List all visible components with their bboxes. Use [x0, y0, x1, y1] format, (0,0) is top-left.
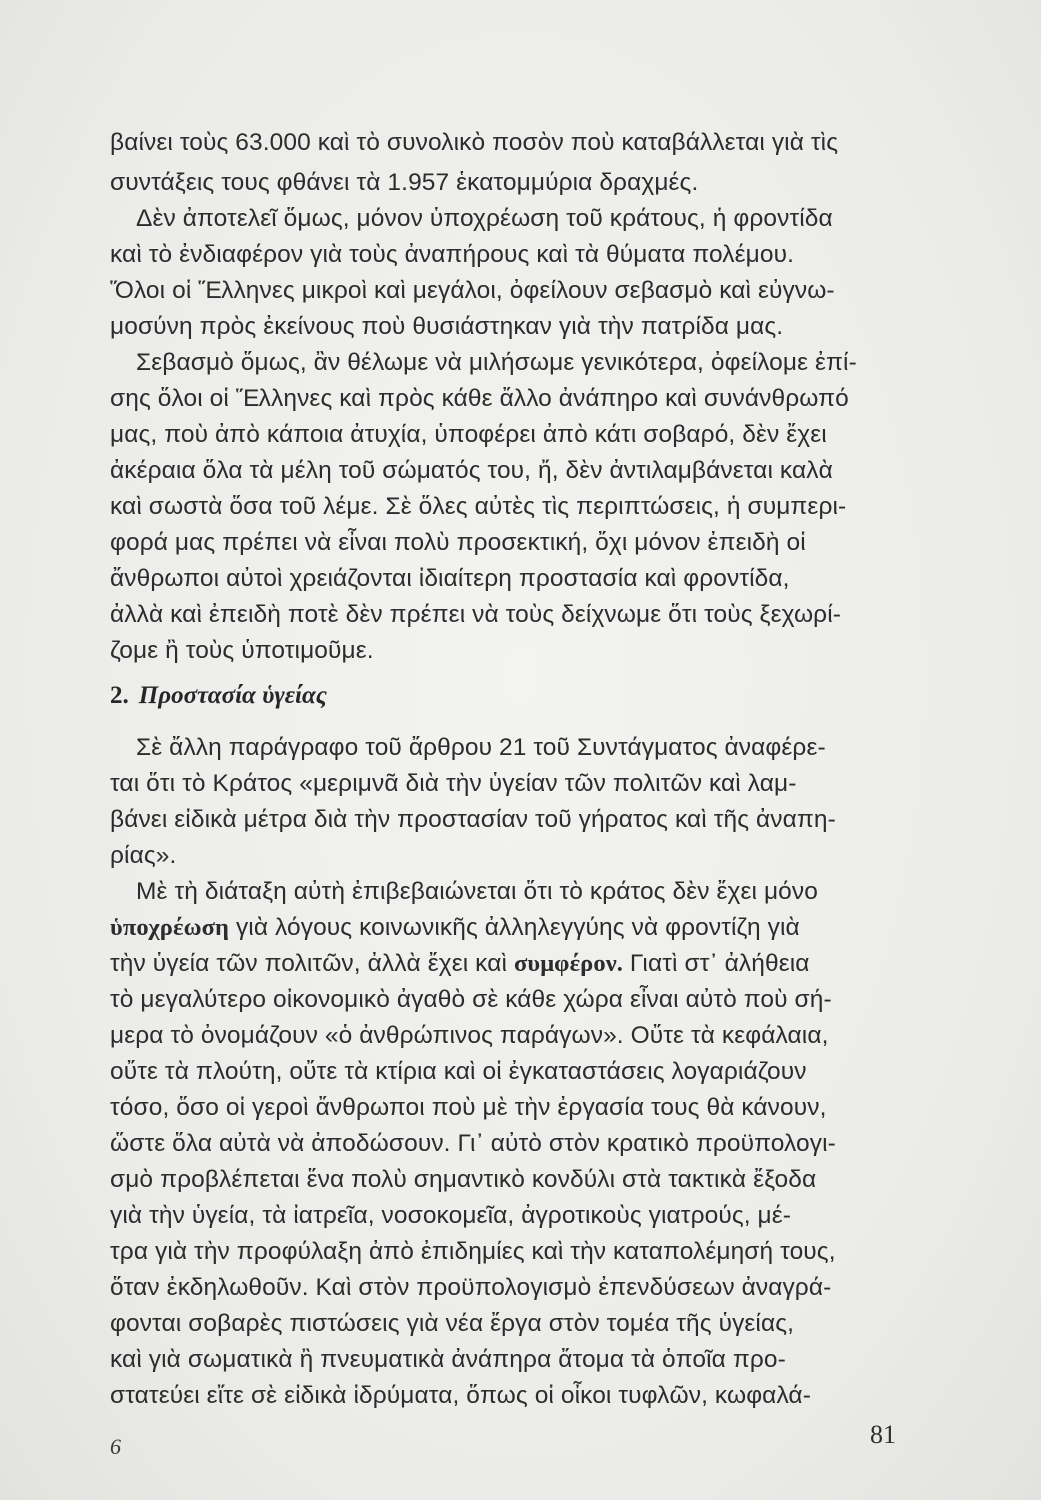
text-line: τὸ μεγαλύτερο οἰκονομικὸ ἀγαθὸ σὲ κάθε χώρα εἶναι αὐτὸ ποὺ σή-	[110, 986, 832, 1013]
text-line: οὔτε τὰ πλούτη, οὔτε τὰ κτίρια καὶ οἱ ἐγκαταστάσεις λογαριάζουν	[110, 1058, 807, 1085]
text-line: ἄνθρωποι αὐτοὶ χρειάζονται ἰδιαίτερη προστασία καὶ φροντίδα,	[110, 565, 790, 592]
text-line: Μὲ τὴ διάταξη αὐτὴ ἐπιβεβαιώνεται ὅτι τὸ κράτος δὲν ἔχει μόνο	[136, 878, 818, 905]
text-line: γιὰ τὴν ὑγεία, τὰ ἰατρεῖα, νοσοκομεῖα, ἀγροτικοὺς γιατρούς, μέ-	[110, 1202, 792, 1229]
text-fragment: τὴν ὑγεία τῶν πολιτῶν, ἀλλὰ ἔχει καὶ	[110, 950, 514, 977]
text-line: φορά μας πρέπει νὰ εἶναι πολὺ προσεκτική, ὄχι μόνον ἐπειδὴ οἱ	[110, 529, 806, 556]
text-line-emphasis	[110, 949, 810, 979]
text-line: καὶ σωστὰ ὅσα τοῦ λέμε. Σὲ ὅλες αὐτὲς τὶς περιπτώσεις, ἡ συμπερι-	[110, 493, 847, 520]
text-line: Δὲν ἀποτελεῖ ὅμως, μόνον ὑποχρέωση τοῦ κράτους, ἡ φροντίδα	[136, 205, 833, 232]
section-title: Προστασία ὑγείας	[138, 682, 327, 709]
text-line: σης ὅλοι οἱ Ἕλληνες καὶ πρὸς κάθε ἄλλο ἀνάπηρο καὶ συνάνθρωπό	[110, 385, 849, 412]
text-line: σμὸ προβλέπεται ἕνα πολὺ σημαντικὸ κονδύλι στὰ τακτικὰ ἔξοδα	[110, 1166, 817, 1193]
page-number: 81	[870, 1420, 896, 1449]
text-line-emphasis	[110, 913, 800, 943]
text-line: τρα γιὰ τὴν προφύλαξη ἀπὸ ἐπιδημίες καὶ τὴν καταπολέμησή τους,	[110, 1238, 836, 1265]
section-heading	[110, 682, 327, 710]
text-line: Σεβασμὸ ὅμως, ἂν θέλωμε νὰ μιλήσωμε γενικότερα, ὀφείλομε ἐπί-	[136, 349, 857, 376]
text-line: ται ὅτι τὸ Κράτος «μεριμνᾶ διὰ τὴν ὑγείαν τῶν πολιτῶν καὶ λαμ-	[110, 770, 797, 797]
text-line: ἀλλὰ καὶ ἐπειδὴ ποτὲ δὲν πρέπει νὰ τοὺς δείχνωμε ὅτι τοὺς ξεχωρί-	[110, 601, 842, 628]
text-fragment: Γιατὶ στ᾿ ἀλήθεια	[622, 950, 810, 977]
text-line: Ὅλοι οἱ Ἕλληνες μικροὶ καὶ μεγάλοι, ὀφείλουν σεβασμὸ καὶ εὐγνω-	[110, 277, 835, 304]
text-line: στατεύει εἴτε σὲ εἰδικὰ ἱδρύματα, ὅπως οἱ οἶκοι τυφλῶν, κωφαλά-	[110, 1382, 811, 1409]
text-line: βαίνει τοὺς 63.000 καὶ τὸ συνολικὸ ποσὸν ποὺ καταβάλλεται γιὰ τὶς	[110, 129, 839, 156]
text-line: ὥστε ὅλα αὐτὰ νὰ ἀποδώσουν. Γι᾿ αὐτὸ στὸν κρατικὸ προϋπολογι-	[110, 1130, 836, 1157]
emphasis-obligation: ὑποχρέωση	[110, 914, 230, 941]
text-fragment: γιὰ λόγους κοινωνικῆς ἀλληλεγγύης νὰ φροντίζη γιὰ	[229, 914, 800, 941]
text-line: ὅταν ἐκδηλωθοῦν. Καὶ στὸν προϋπολογισμὸ ἐπενδύσεων ἀναγρά-	[110, 1274, 832, 1301]
text-line: μας, ποὺ ἀπὸ κάποια ἀτυχία, ὑποφέρει ἀπὸ κάτι σοβαρό, δὲν ἔχει	[110, 421, 827, 448]
text-line: βάνει εἰδικὰ μέτρα διὰ τὴν προστασίαν τοῦ γήρατος καὶ τῆς ἀναπη-	[110, 806, 836, 833]
text-line: Σὲ ἄλλη παράγραφο τοῦ ἄρθρου 21 τοῦ Συντάγματος ἀναφέρε-	[136, 734, 826, 761]
text-line: ἀκέραια ὅλα τὰ μέλη τοῦ σώματός του, ἤ, δὲν ἀντιλαμβάνεται καλὰ	[110, 457, 833, 484]
text-line: φονται σοβαρὲς πιστώσεις γιὰ νέα ἔργα στὸν τομέα τῆς ὑγείας,	[110, 1310, 795, 1337]
text-line: μοσύνη πρὸς ἐκείνους ποὺ θυσιάστηκαν γιὰ τὴν πατρίδα μας.	[110, 313, 784, 340]
text-line: τόσο, ὅσο οἱ γεροὶ ἄνθρωποι ποὺ μὲ τὴν ἐργασία τους θὰ κάνουν,	[110, 1094, 827, 1121]
text-line: μερα τὸ ὀνομάζουν «ὁ ἀνθρώπινος παράγων». Οὔτε τὰ κεφάλαια,	[110, 1022, 829, 1049]
text-line: καὶ γιὰ σωματικὰ ἢ πνευματικὰ ἀνάπηρα ἄτομα τὰ ὁποῖα προ-	[110, 1346, 786, 1373]
text-line: συντάξεις τους φθάνει τὰ 1.957 ἑκατομμύρια δραχμές.	[110, 169, 699, 196]
text-line: καὶ τὸ ἐνδιαφέρον γιὰ τοὺς ἀναπήρους καὶ τὰ θύματα πολέμου.	[110, 241, 794, 268]
signature-mark: 6	[110, 1434, 121, 1459]
text-line: ζομε ἢ τοὺς ὑποτιμοῦμε.	[110, 637, 374, 664]
emphasis-interest: συμφέρον.	[513, 950, 623, 977]
text-line: ρίας».	[110, 842, 177, 869]
section-number: 2.	[110, 682, 129, 709]
